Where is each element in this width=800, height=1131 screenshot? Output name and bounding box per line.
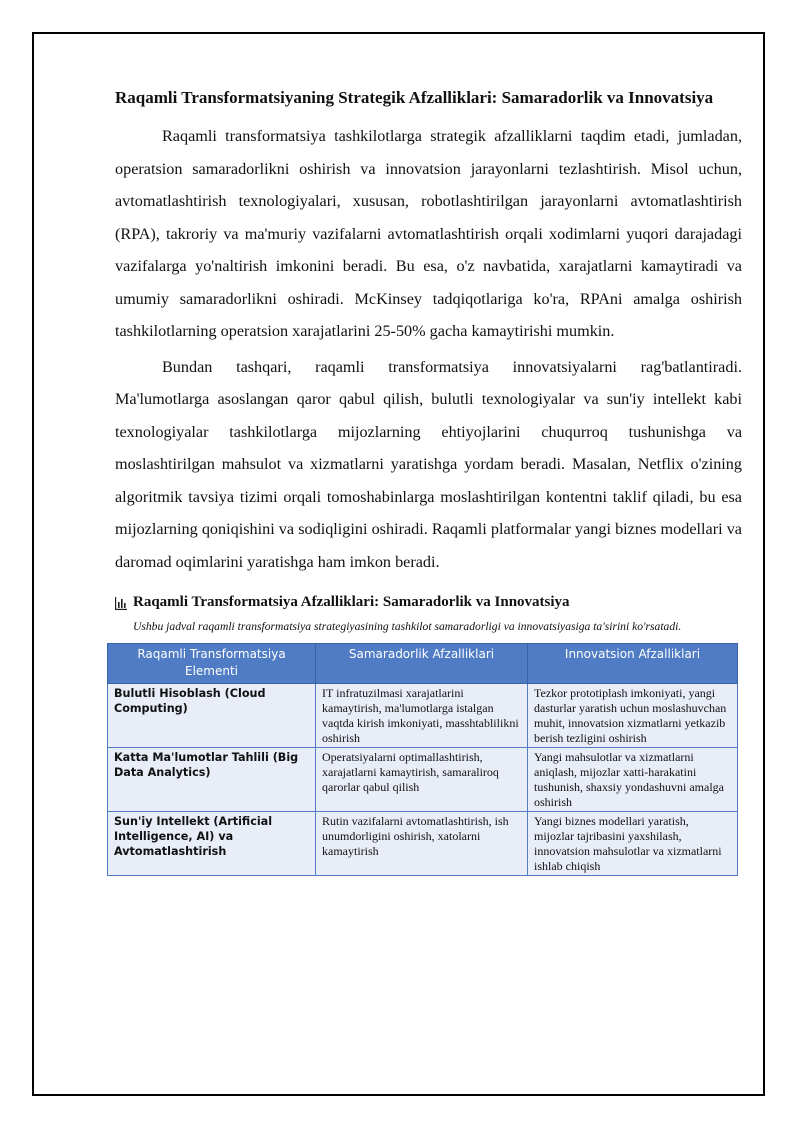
row-element-cell: Bulutli Hisoblash (Cloud Computing) [108,684,316,748]
document-title: Raqamli Transformatsiyaning Strategik Afzalliklari: Samaradorlik va Innovatsiya [115,88,714,107]
row-element-cell: Sun'iy Intellekt (Artificial Intelligence, AI) va Avtomatlashtirish [108,812,316,876]
bar-chart-icon [115,596,127,609]
column-header-efficiency: Samaradorlik Afzalliklari [316,644,528,684]
table-heading-text: Raqamli Transformatsiya Afzalliklari: Samaradorlik va Innovatsiya [133,594,570,610]
table-row [108,684,738,748]
table-row [108,812,738,876]
paragraph-2: Bundan tashqari, raqamli transformatsiya innovatsiyalarni rag'batlantiradi. Ma'lumotlarga asoslangan qaror qabul qilish, bulutli texnologiyalar va sun'iy intellekt kabi texnologiyalar tashkilotlarga mijozlarning ehtiyojlarini chuqurroq tushunishga va moslashtirilgan mahsulot va xizmatlarni yaratishga yordam beradi. Masalan, Netflix o'zining algoritmik tavsiya tizimi orqali tomoshabinlarga moslashtirilgan kontentni taklif qiladi, bu esa mijozlarning qoniqishini va sodiqligini oshiradi. Raqamli platformalar yangi biznes modellari va daromad oqimlarini yaratishga ham imkon beradi. [115,357,742,571]
row-innovation-cell: Tezkor prototiplash imkoniyati, yangi dasturlar yaratish uchun moslashuvchan muhit, innovatsion xizmatlarni yetkazib berish tezligini oshirish [528,684,738,748]
row-element-cell: Katta Ma'lumotlar Tahlili (Big Data Analytics) [108,748,316,812]
advantages-table [107,643,738,876]
table-heading [115,592,742,612]
column-header-element: Raqamli Transformatsiya Elementi [108,644,316,684]
paragraph-1: Raqamli transformatsiya tashkilotlarga strategik afzalliklarni taqdim etadi, jumladan, operatsion samaradorlikni oshirish va innovatsion jarayonlarni tezlashtirish. Misol uchun, avtomatlashtirish texnologiyalari, xususan, robotlashtirilgan jarayonlarni avtomatlashtirish (RPA), takroriy va ma'muriy vazifalarni avtomatlashtirish orqali xodimlarni yuqori darajadagi vazifalarga yo'naltirish imkonini beradi. Bu esa, o'z navbatida, xarajatlarni kamaytiradi va umumiy samaradorlikni oshiradi. McKinsey tadqiqotlariga ko'ra, RPAni amalga oshirish tashkilotlarning operatsion xarajatlarini 25-50% gacha kamaytirishi mumkin. [115,127,742,340]
table-caption: Ushbu jadval raqamli transformatsiya strategiyasining tashkilot samaradorligi va innovatsiyasiga ta'sirini ko'rsatadi. [133,620,682,633]
row-efficiency-cell: Operatsiyalarni optimallashtirish, xarajatlarni kamaytirish, samaraliroq qarorlar qabul qilish [316,748,528,812]
table-row [108,748,738,812]
document-body [115,86,742,876]
row-efficiency-cell: Rutin vazifalarni avtomatlashtirish, ish unumdorligini oshirish, xatolarni kamaytirish [316,812,528,876]
row-innovation-cell: Yangi biznes modellari yaratish, mijozlar tajribasini yaxshilash, innovatsion mahsulotlar va xizmatlarni ishlab chiqish [528,812,738,876]
row-efficiency-cell: IT infratuzilmasi xarajatlarini kamaytirish, ma'lumotlarga istalgan vaqtda kirish imkoniyati, masshtablilikni oshirish [316,684,528,748]
column-header-innovation: Innovatsion Afzalliklari [528,644,738,684]
table-header-row [108,644,738,684]
row-innovation-cell: Yangi mahsulotlar va xizmatlarni aniqlash, mijozlar xatti-harakatini tushunish, shaxsiy yondashuvni amalga oshirish [528,748,738,812]
